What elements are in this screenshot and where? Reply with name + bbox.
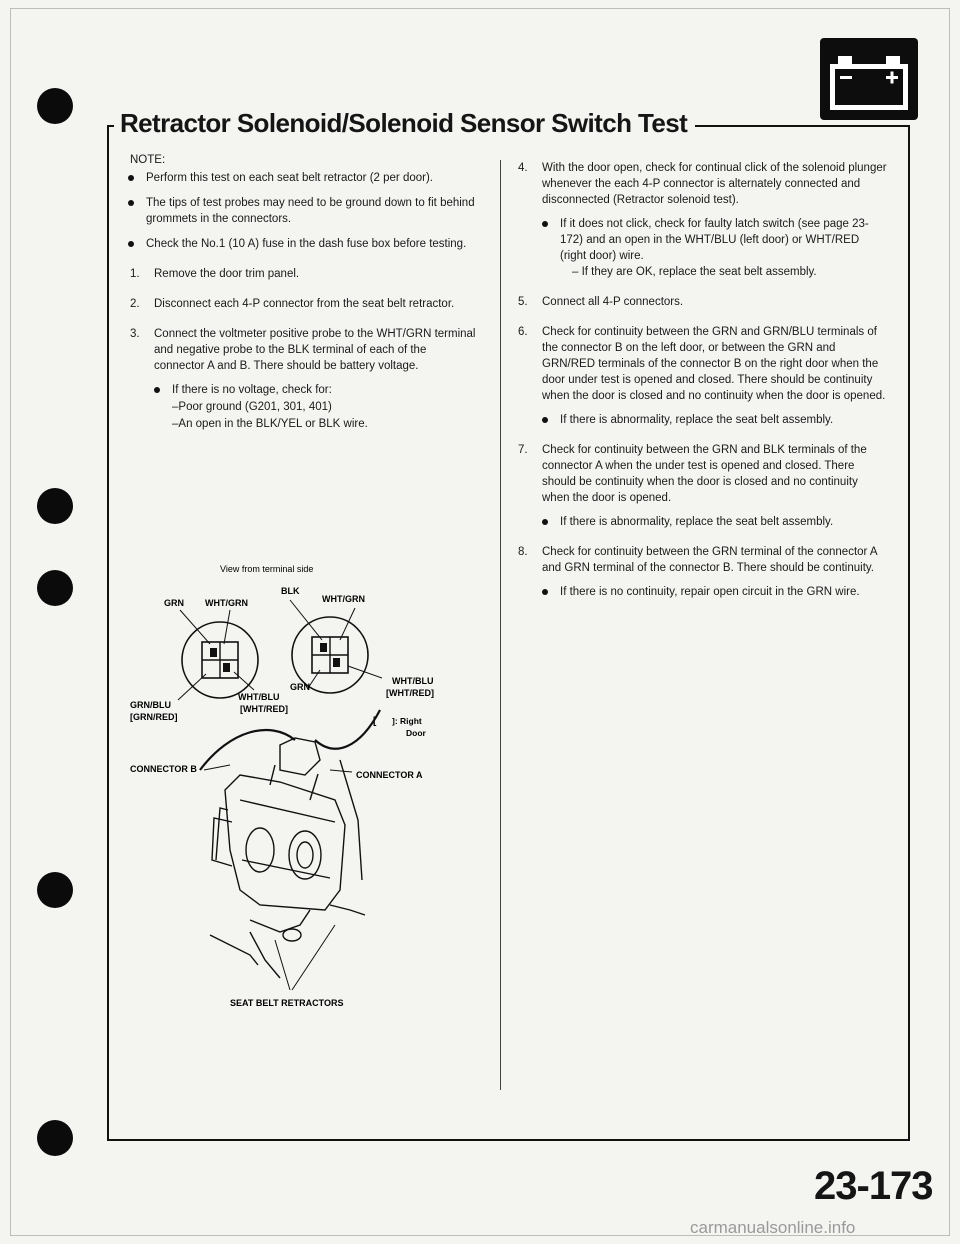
view-label: View from terminal side (220, 564, 314, 574)
bullet-text: If there is no continuity, repair open circuit in the GRN wire. (542, 584, 888, 600)
wire-b (200, 730, 295, 770)
step-text: Disconnect each 4-P connector from the seat belt retractor. (154, 298, 455, 310)
label-wht-blu-center: WHT/BLU (238, 692, 280, 702)
column-divider (500, 160, 501, 1090)
label-connector-a: CONNECTOR A (356, 770, 423, 780)
step-text: With the door open, check for continual click of the solenoid plunger whenever the each 4-P connector is alternately connected and disconnected (Retractor solenoid test). (542, 162, 887, 206)
step-bullet (542, 216, 888, 280)
step-text: Connect the voltmeter positive probe to the WHT/GRN terminal and negative probe to the BLK terminal of each of the connector A and B. There should be battery voltage. (154, 328, 476, 372)
step-6 (518, 324, 888, 428)
step-3 (130, 326, 480, 432)
step-number: 7. (518, 444, 528, 456)
step-5 (518, 294, 888, 310)
left-column (130, 152, 480, 446)
label-grn-red: [GRN/RED] (130, 712, 178, 722)
note-item: The tips of test probes may need to be ground down to fit behind grommets in the connectors. (128, 195, 478, 227)
connector-b-face (178, 610, 258, 700)
label-wht-grn-right: WHT/GRN (322, 594, 365, 604)
sub-item: –An open in the BLK/YEL or BLK wire. (172, 418, 368, 430)
step-1 (130, 266, 480, 282)
binder-hole (37, 1120, 73, 1156)
label-right-door: ]: Right (392, 716, 422, 726)
label-grn: GRN (164, 598, 184, 608)
bullet-text: If there is abnormality, replace the seat belt assembly. (542, 514, 888, 530)
page-title: Retractor Solenoid/Solenoid Sensor Switch Test (114, 108, 695, 139)
label-wht-grn-left: WHT/GRN (205, 598, 248, 608)
leader-line (275, 940, 290, 990)
battery-icon (818, 36, 920, 122)
label-wht-red-right: [WHT/RED] (386, 688, 434, 698)
wire-a (315, 710, 380, 749)
step-text: Connect all 4-P connectors. (542, 296, 684, 308)
step-text: Check for continuity between the GRN and GRN/BLU terminals of the connector B on the left door, or between the GRN and GRN/RED terminals of the connector B on the right door when the door under test is opened and closed. There should be continuity when the door is closed and no continuity when the door is opened. (542, 326, 886, 402)
note-label: NOTE: (130, 154, 166, 166)
bullet-text: If there is no voltage, check for: (172, 384, 332, 396)
step-2 (130, 296, 480, 312)
right-column (518, 160, 888, 614)
step-text: Check for continuity between the GRN and BLK terminals of the connector A when the under test is opened and closed. There should be continuity when the door is closed and no continuity when the door is opened. (542, 444, 867, 504)
step-number: 2. (130, 298, 140, 310)
step-text: Check for continuity between the GRN terminal of the connector A and GRN terminal of the connector B. There should be continuity. (542, 546, 877, 574)
step-4 (518, 160, 888, 280)
step-number: 5. (518, 296, 528, 308)
bullet-text: If there is abnormality, replace the seat belt assembly. (542, 412, 888, 428)
label-bracket: [ (373, 716, 377, 727)
label-wht-blu-right: WHT/BLU (392, 676, 434, 686)
retractor-drawing (210, 738, 365, 978)
step-number: 3. (130, 328, 140, 340)
label-seat-belt-retractors: SEAT BELT RETRACTORS (230, 998, 344, 1008)
page-number: 23-173 (814, 1164, 933, 1208)
connector-a-face (290, 600, 382, 693)
label-connector-b: CONNECTOR B (130, 764, 197, 774)
step-8 (518, 544, 888, 600)
step-number: 6. (518, 326, 528, 338)
leader-line (292, 925, 335, 990)
binder-hole (37, 88, 73, 124)
note-item: Perform this test on each seat belt retractor (2 per door). (128, 170, 478, 186)
watermark: carmanualsonline.info (690, 1218, 856, 1237)
label-door: Door (406, 728, 426, 738)
label-grn-center: GRN (290, 682, 310, 692)
bullet-text: If it does not click, check for faulty latch switch (see page 23-172) and an open in the WHT/BLU (left door) or WHT/RED (right door) wire. (560, 218, 869, 262)
dash-item: – If they are OK, replace the seat belt assembly. (572, 266, 817, 278)
step-bullet (154, 382, 480, 432)
binder-hole (37, 570, 73, 606)
sub-item: –Poor ground (G201, 301, 401) (172, 401, 332, 413)
step-number: 8. (518, 546, 528, 558)
label-blk: BLK (281, 586, 300, 596)
label-wht-red-center: [WHT/RED] (240, 704, 288, 714)
binder-hole (37, 488, 73, 524)
step-number: 4. (518, 162, 528, 174)
step-7 (518, 442, 888, 530)
binder-hole (37, 872, 73, 908)
step-text: Remove the door trim panel. (154, 268, 300, 280)
step-number: 1. (130, 268, 140, 280)
note-item: Check the No.1 (10 A) fuse in the dash fuse box before testing. (128, 236, 478, 252)
label-grn-blu: GRN/BLU (130, 700, 171, 710)
connector-diagram (130, 560, 490, 1010)
